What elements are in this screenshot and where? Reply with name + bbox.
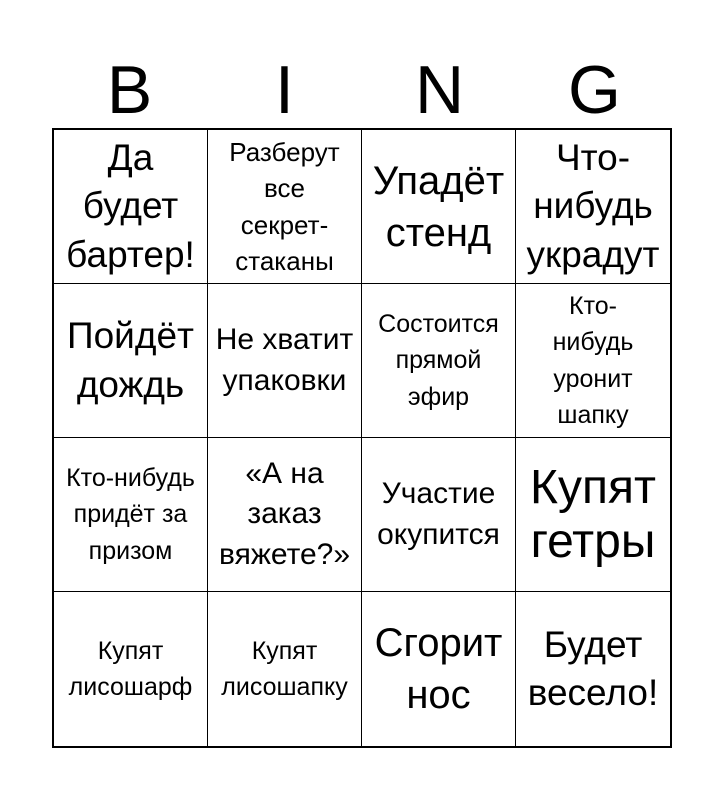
bingo-cell-text: Кто-нибудь придёт за призом [66, 464, 195, 565]
bingo-header [52, 52, 672, 128]
bingo-cell-11[interactable] [362, 438, 516, 592]
bingo-cell-text: Не хватит упаковки [215, 323, 354, 397]
bingo-cell-2[interactable] [208, 130, 362, 284]
header-letter-g: G [568, 52, 621, 128]
bingo-cell-7[interactable] [362, 284, 516, 438]
bingo-cell-16[interactable] [516, 592, 670, 746]
bingo-cell-text: Участие окупится [377, 477, 500, 551]
bingo-cell-text: «А на заказ вяжете?» [218, 456, 351, 571]
bingo-cell-14[interactable] [208, 592, 362, 746]
bingo-cell-text: Состоится прямой эфир [378, 310, 499, 411]
bingo-cell-5[interactable] [54, 284, 208, 438]
bingo-cell-text: Разберут все секрет-стаканы [229, 136, 340, 276]
header-letter-n: N [414, 52, 465, 128]
bingo-cell-text: Купят лисошапку [221, 636, 348, 701]
bingo-grid [52, 128, 672, 748]
bingo-cell-text: Купят лисошарф [68, 636, 193, 701]
bingo-cell-text: Кто-нибудь уронит шапку [552, 292, 634, 429]
bingo-cell-6[interactable] [208, 284, 362, 438]
bingo-cell-text: Сгорит нос [374, 621, 503, 717]
bingo-cell-13[interactable] [54, 592, 208, 746]
bingo-cell-text: Упадёт стенд [372, 158, 505, 255]
bingo-cell-text: Купят гетры [530, 460, 656, 568]
bingo-cell-text: Что-нибудь украдут [526, 137, 660, 275]
bingo-cell-10[interactable] [208, 438, 362, 592]
bingo-cell-8[interactable] [516, 284, 670, 438]
bingo-cell-text: Пойдёт дождь [67, 315, 194, 405]
bingo-cell-12[interactable] [516, 438, 670, 592]
header-letter-i: I [275, 52, 294, 128]
bingo-cell-3[interactable] [362, 130, 516, 284]
bingo-cell-text: Будет весело! [527, 623, 659, 713]
bingo-cell-15[interactable] [362, 592, 516, 746]
bingo-cell-1[interactable] [54, 130, 208, 284]
bingo-cell-text: Да будет бартер! [66, 137, 195, 275]
bingo-cell-4[interactable] [516, 130, 670, 284]
bingo-cell-9[interactable] [54, 438, 208, 592]
header-letter-b: B [106, 52, 153, 128]
